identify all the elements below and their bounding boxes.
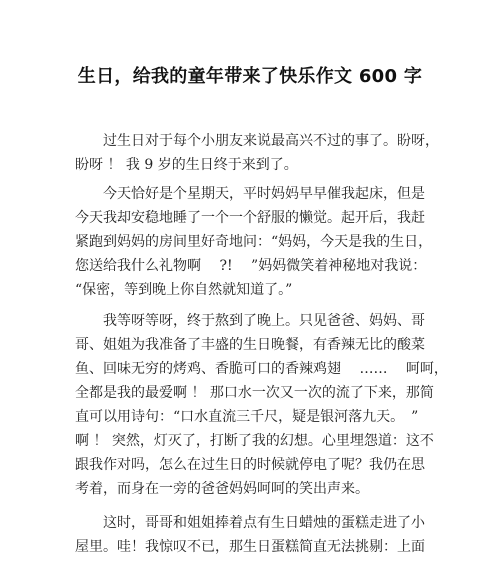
paragraph-line: 您送给我什么礼物啊 ?! ”妈妈微笑着神秘地对我说： bbox=[75, 258, 427, 274]
paragraph-line: 鱼、回味无穷的烤鸡、香脆可口的香辣鸡翅 …… 呵呵， bbox=[75, 361, 448, 377]
paragraph-line: 紧跑到妈妈的房间里好奇地问：“妈妈，今天是我的生日， bbox=[75, 234, 433, 250]
paragraph-line: 我等呀等呀，终于熬到了晚上。只见爸爸、妈妈、哥 bbox=[103, 313, 425, 329]
paragraph-line: 啊 ！ 突然，灯灭了，打断了我的幻想。心里埋怨道：这不 bbox=[75, 433, 434, 449]
paragraph-line: 直可以用诗句：“口水直流三千尺，疑是银河落九天。 ” bbox=[75, 409, 419, 425]
paragraph-line: 跟我作对吗，怎么在过生日的时候就停电了呢？我仍在思 bbox=[75, 457, 425, 473]
paragraph-line: 屋里。哇！我惊叹不已，那生日蛋糕简直无法挑剔：上面 bbox=[75, 539, 425, 555]
paragraph-line: 全都是我的最爱啊 ！ 那口水一次又一次的流了下来，那简 bbox=[75, 385, 434, 401]
paragraph-line: 考着，而身在一旁的爸爸妈妈呵呵的笑出声来。 bbox=[75, 481, 369, 497]
paragraph-line: “保密，等到晚上你自然就知道了。” bbox=[75, 282, 293, 298]
paragraph-line: 哥、姐姐为我准备了丰盛的生日晚餐，有香辣无比的酸菜 bbox=[75, 337, 425, 353]
paragraph-line: 盼呀 ！ 我 9 岁的生日终于来到了。 bbox=[75, 157, 298, 173]
paragraph-line: 今天恰好是个星期天，平时妈妈早早催我起床，但是 bbox=[103, 186, 425, 202]
page-title: 生日，给我的童年带来了快乐作文 600 字 bbox=[77, 66, 423, 87]
paragraph-line: 今天我却安稳地睡了一个一个舒服的懒觉。起开后，我赶 bbox=[75, 210, 425, 226]
paragraph-line: 过生日对于每个小朋友来说最高兴不过的事了。盼呀， bbox=[103, 133, 439, 149]
paragraph-line: 这时，哥哥和姐姐捧着点有生日蜡烛的蛋糕走进了小 bbox=[103, 515, 425, 531]
